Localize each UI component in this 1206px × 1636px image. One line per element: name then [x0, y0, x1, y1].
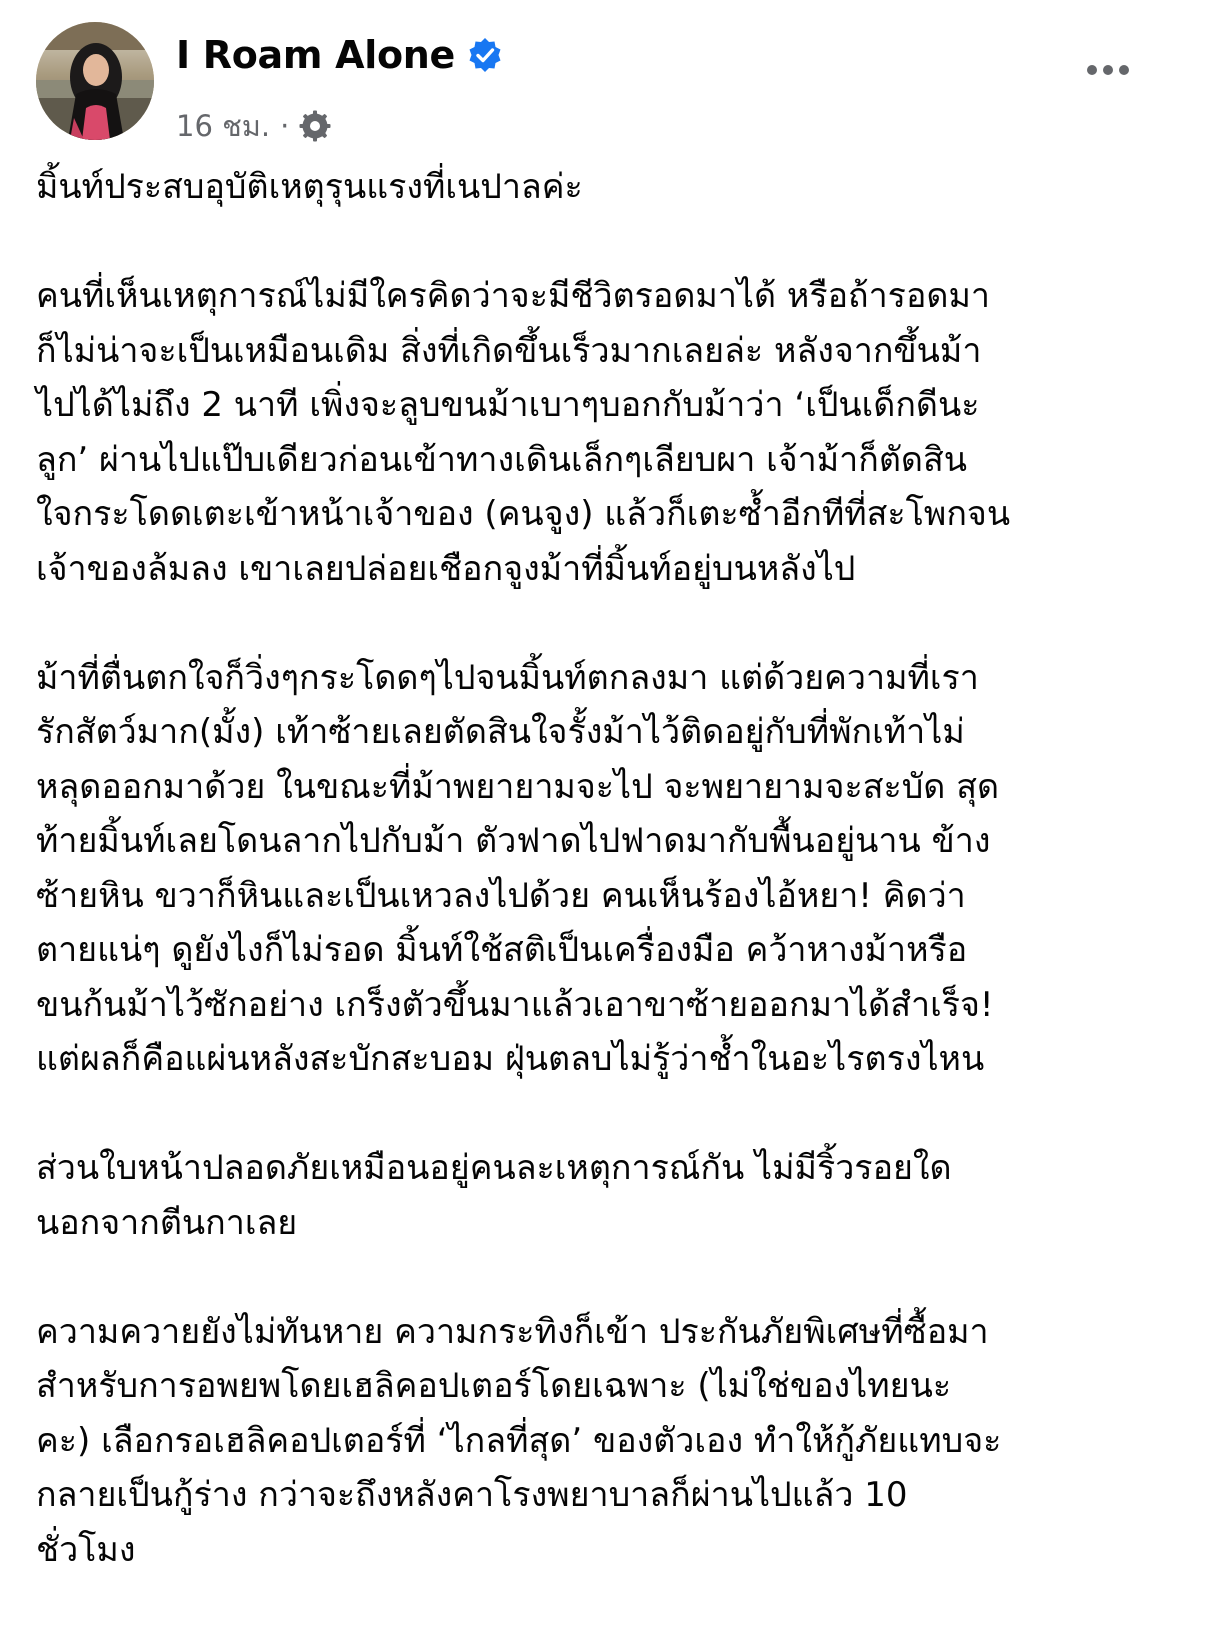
more-options-button[interactable] [1080, 52, 1136, 88]
post-text-line: หลุดออกมาด้วย ในขณะที่ม้าพยายามจะไป จะพยายามจะสะบัด สุด [36, 766, 1000, 807]
avatar-photo [36, 22, 154, 140]
post-text-line: มิ้นท์ประสบอุบัติเหตุรุนแรงที่เนปาลค่ะ [36, 167, 583, 207]
settings-gear-icon[interactable] [299, 110, 331, 142]
post-text-line: รักสัตว์มาก(มั้ง) เท้าซ้ายเลยตัดสินใจรั้งม้าไว้ติดอยู่กับที่พักเท้าไม่ [36, 712, 965, 752]
post-text-line: แต่ผลก็คือแผ่นหลังสะบักสะบอม ฝุ่นตลบไม่รู้ว่าช้ำในอะไรตรงไหน [36, 1039, 985, 1079]
post-text-line: ชั่วโมง [36, 1529, 136, 1570]
post-text-line: สำหรับการอพยพโดยเฮลิคอปเตอร์โดยเฉพาะ (ไม่ใช่ของไทยนะ [36, 1366, 952, 1406]
post-text-line: ขนก้นม้าไว้ซักอย่าง เกร็งตัวขึ้นมาแล้วเอาขาซ้ายออกมาได้สำเร็จ! [36, 984, 994, 1025]
post-paragraph [36, 269, 1176, 596]
author-name[interactable]: I Roam Alone [176, 33, 455, 77]
post-paragraph [36, 1305, 1176, 1578]
author-avatar[interactable] [36, 22, 154, 140]
post-text-line: คนที่เห็นเหตุการณ์ไม่มีใครคิดว่าจะมีชีวิตรอดมาได้ หรือถ้ารอดมา [36, 276, 990, 316]
post-meta [176, 106, 331, 146]
post-text-line: คะ) เลือกรอเฮลิคอปเตอร์ที่ ‘ไกลที่สุด’ ของตัวเอง ทำให้กู้ภัยแทบจะ [36, 1420, 1002, 1461]
post-body [36, 160, 1176, 1632]
post-text-line: ไปได้ไม่ถึง 2 นาที เพิ่งจะลูบขนม้าเบาๆบอกกับม้าว่า ‘เป็นเด็กดีนะ [36, 385, 980, 425]
post-text-line: เจ้าของล้มลง เขาเลยปล่อยเชือกจูงม้าที่มิ้นท์อยู่บนหลังไป [36, 548, 856, 589]
meta-separator: · [280, 109, 290, 143]
post-text-line: ตายแน่ๆ ดูยังไงก็ไม่รอด มิ้นท์ใช้สติเป็นเครื่องมือ คว้าหางม้าหรือ [36, 930, 968, 970]
post-text-line: ท้ายมิ้นท์เลยโดนลากไปกับม้า ตัวฟาดไปฟาดมากับพื้นอยู่นาน ข้าง [36, 821, 991, 861]
post-text-line: ลูก’ ผ่านไปแป๊บเดียวก่อนเข้าทางเดินเล็กๆเลียบผา เจ้าม้าก็ตัดสิน [36, 439, 967, 480]
post-paragraph [36, 651, 1176, 1087]
more-options-icon-dot [1103, 65, 1113, 75]
post-timestamp[interactable]: 16 ชม. [176, 109, 271, 143]
more-options-icon-dot [1087, 65, 1097, 75]
post-text-line: กลายเป็นกู้ร่าง กว่าจะถึงหลังคาโรงพยาบาลก็ผ่านไปแล้ว 10 [36, 1475, 908, 1515]
post-text-line: ซ้ายหิน ขวาก็หินและเป็นเหวลงไปด้วย คนเห็นร้องไอ้หยา! คิดว่า [36, 875, 966, 916]
post-paragraph [36, 1141, 1176, 1250]
post-text-line: ม้าที่ตื่นตกใจก็วิ่งๆกระโดดๆไปจนมิ้นท์ตกลงมา แต่ด้วยความที่เรา [36, 657, 979, 698]
post-text-line: ก็ไม่น่าจะเป็นเหมือนเดิม สิ่งที่เกิดขึ้นเร็วมากเลยล่ะ หลังจากขึ้นม้า [36, 330, 982, 371]
post-text-line: นอกจากตีนกาเลย [36, 1202, 298, 1243]
post-header [36, 22, 1176, 142]
post-paragraph [36, 160, 1176, 215]
post-text-line: ใจกระโดดเตะเข้าหน้าเจ้าของ (คนจูง) แล้วก็เตะซ้ำอีกทีที่สะโพกจน [36, 494, 1011, 534]
more-options-icon-dot [1119, 65, 1129, 75]
author-name-row [176, 30, 503, 80]
post-text-line: ส่วนใบหน้าปลอดภัยเหมือนอยู่คนละเหตุการณ์กัน ไม่มีริ้วรอยใด [36, 1148, 952, 1188]
verified-badge-icon [467, 37, 503, 73]
post-text-line: ความควายยังไม่ทันหาย ความกระทิงก็เข้า ประกันภัยพิเศษที่ซื้อมา [36, 1311, 989, 1352]
